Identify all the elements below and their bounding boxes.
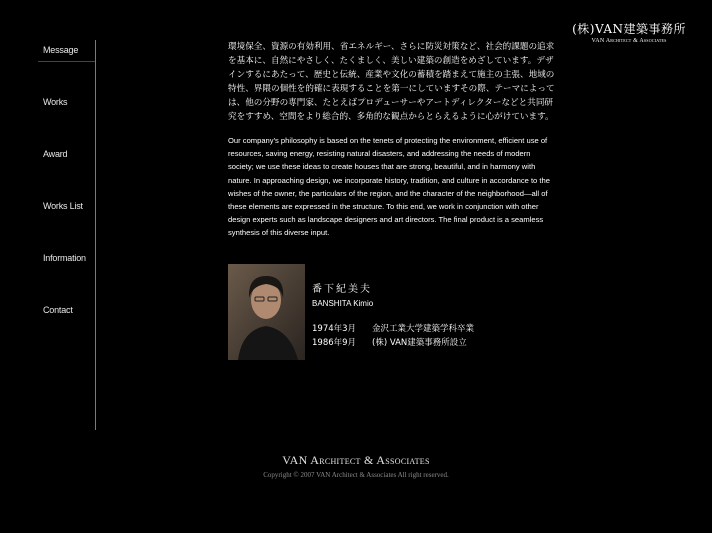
history-event: 金沢工業大学建築学科卒業 [372, 324, 475, 334]
side-nav [0, 40, 96, 430]
career-history [312, 322, 474, 350]
profile-name [312, 280, 373, 308]
nav-item-contact[interactable]: Contact [43, 305, 73, 315]
history-event: (株) VAN建築事務所設立 [372, 338, 467, 348]
history-row [312, 336, 474, 350]
nav-item-message[interactable]: Message [43, 45, 79, 55]
logo-en: VAN Architect & Associates [591, 38, 667, 44]
nav-item-works[interactable]: Works [43, 97, 68, 107]
portrait-photo [228, 264, 305, 360]
name-en: BANSHITA Kimio [312, 299, 374, 308]
name-jp: 番下紀美夫 [312, 284, 372, 295]
message-en: Our company's philosophy is based on the tenets of protecting the environment, efficient use of resources, saving energy, resisting natural disasters, and addressing the needs of modern society; we use these ideas to create houses that are strong, beautiful, and in harmony with nature. In approaching design, we incorporate history, tradition, and culture in accordance to the wishes of the owner, the particulars of the region, and the character of the neighborhood—all of these elements are expressed in the structure. To this end, we work in conjunction with other design experts such as landscape designers and art directors. The final product is a seamless synthesis of this diverse input. [228, 136, 550, 238]
footer [0, 453, 712, 479]
message-section [228, 40, 558, 240]
footer-brand: VAN Architect & Associates [282, 453, 430, 467]
history-date: 1986年9月 [312, 338, 357, 348]
profile-card [228, 264, 568, 364]
nav-item-works-list[interactable]: Works List [43, 201, 83, 211]
history-date: 1974年3月 [312, 324, 357, 334]
copyright-text: Copyright © 2007 VAN Architect & Associates All right reserved. [263, 471, 449, 479]
message-jp: 環境保全、資源の有効利用、省エネルギー、さらに防災対策など、社会的課題の追求を基本に、自然にやさしく、たくましく、美しい建築の創造をめざしています。デザインするにあたって、歴史と伝統、産業や文化の蓄積を踏まえて施主の主張、地域の特性、界隈の個性を的確に表現することを第一にしていますその際、テーマによっては、他の分野の専門家、たとえばプロデューサーやアートディレクターなどと共同研究をすすめ、空間をより総合的、多角的な観点からとらえるように心がけています。 [228, 42, 555, 122]
company-logo[interactable] [572, 20, 686, 44]
nav-item-information[interactable]: Information [43, 253, 86, 263]
logo-jp: (株)VAN建築事務所 [572, 22, 686, 36]
active-indicator [38, 61, 95, 62]
history-row [312, 322, 474, 336]
nav-item-award[interactable]: Award [43, 149, 68, 159]
